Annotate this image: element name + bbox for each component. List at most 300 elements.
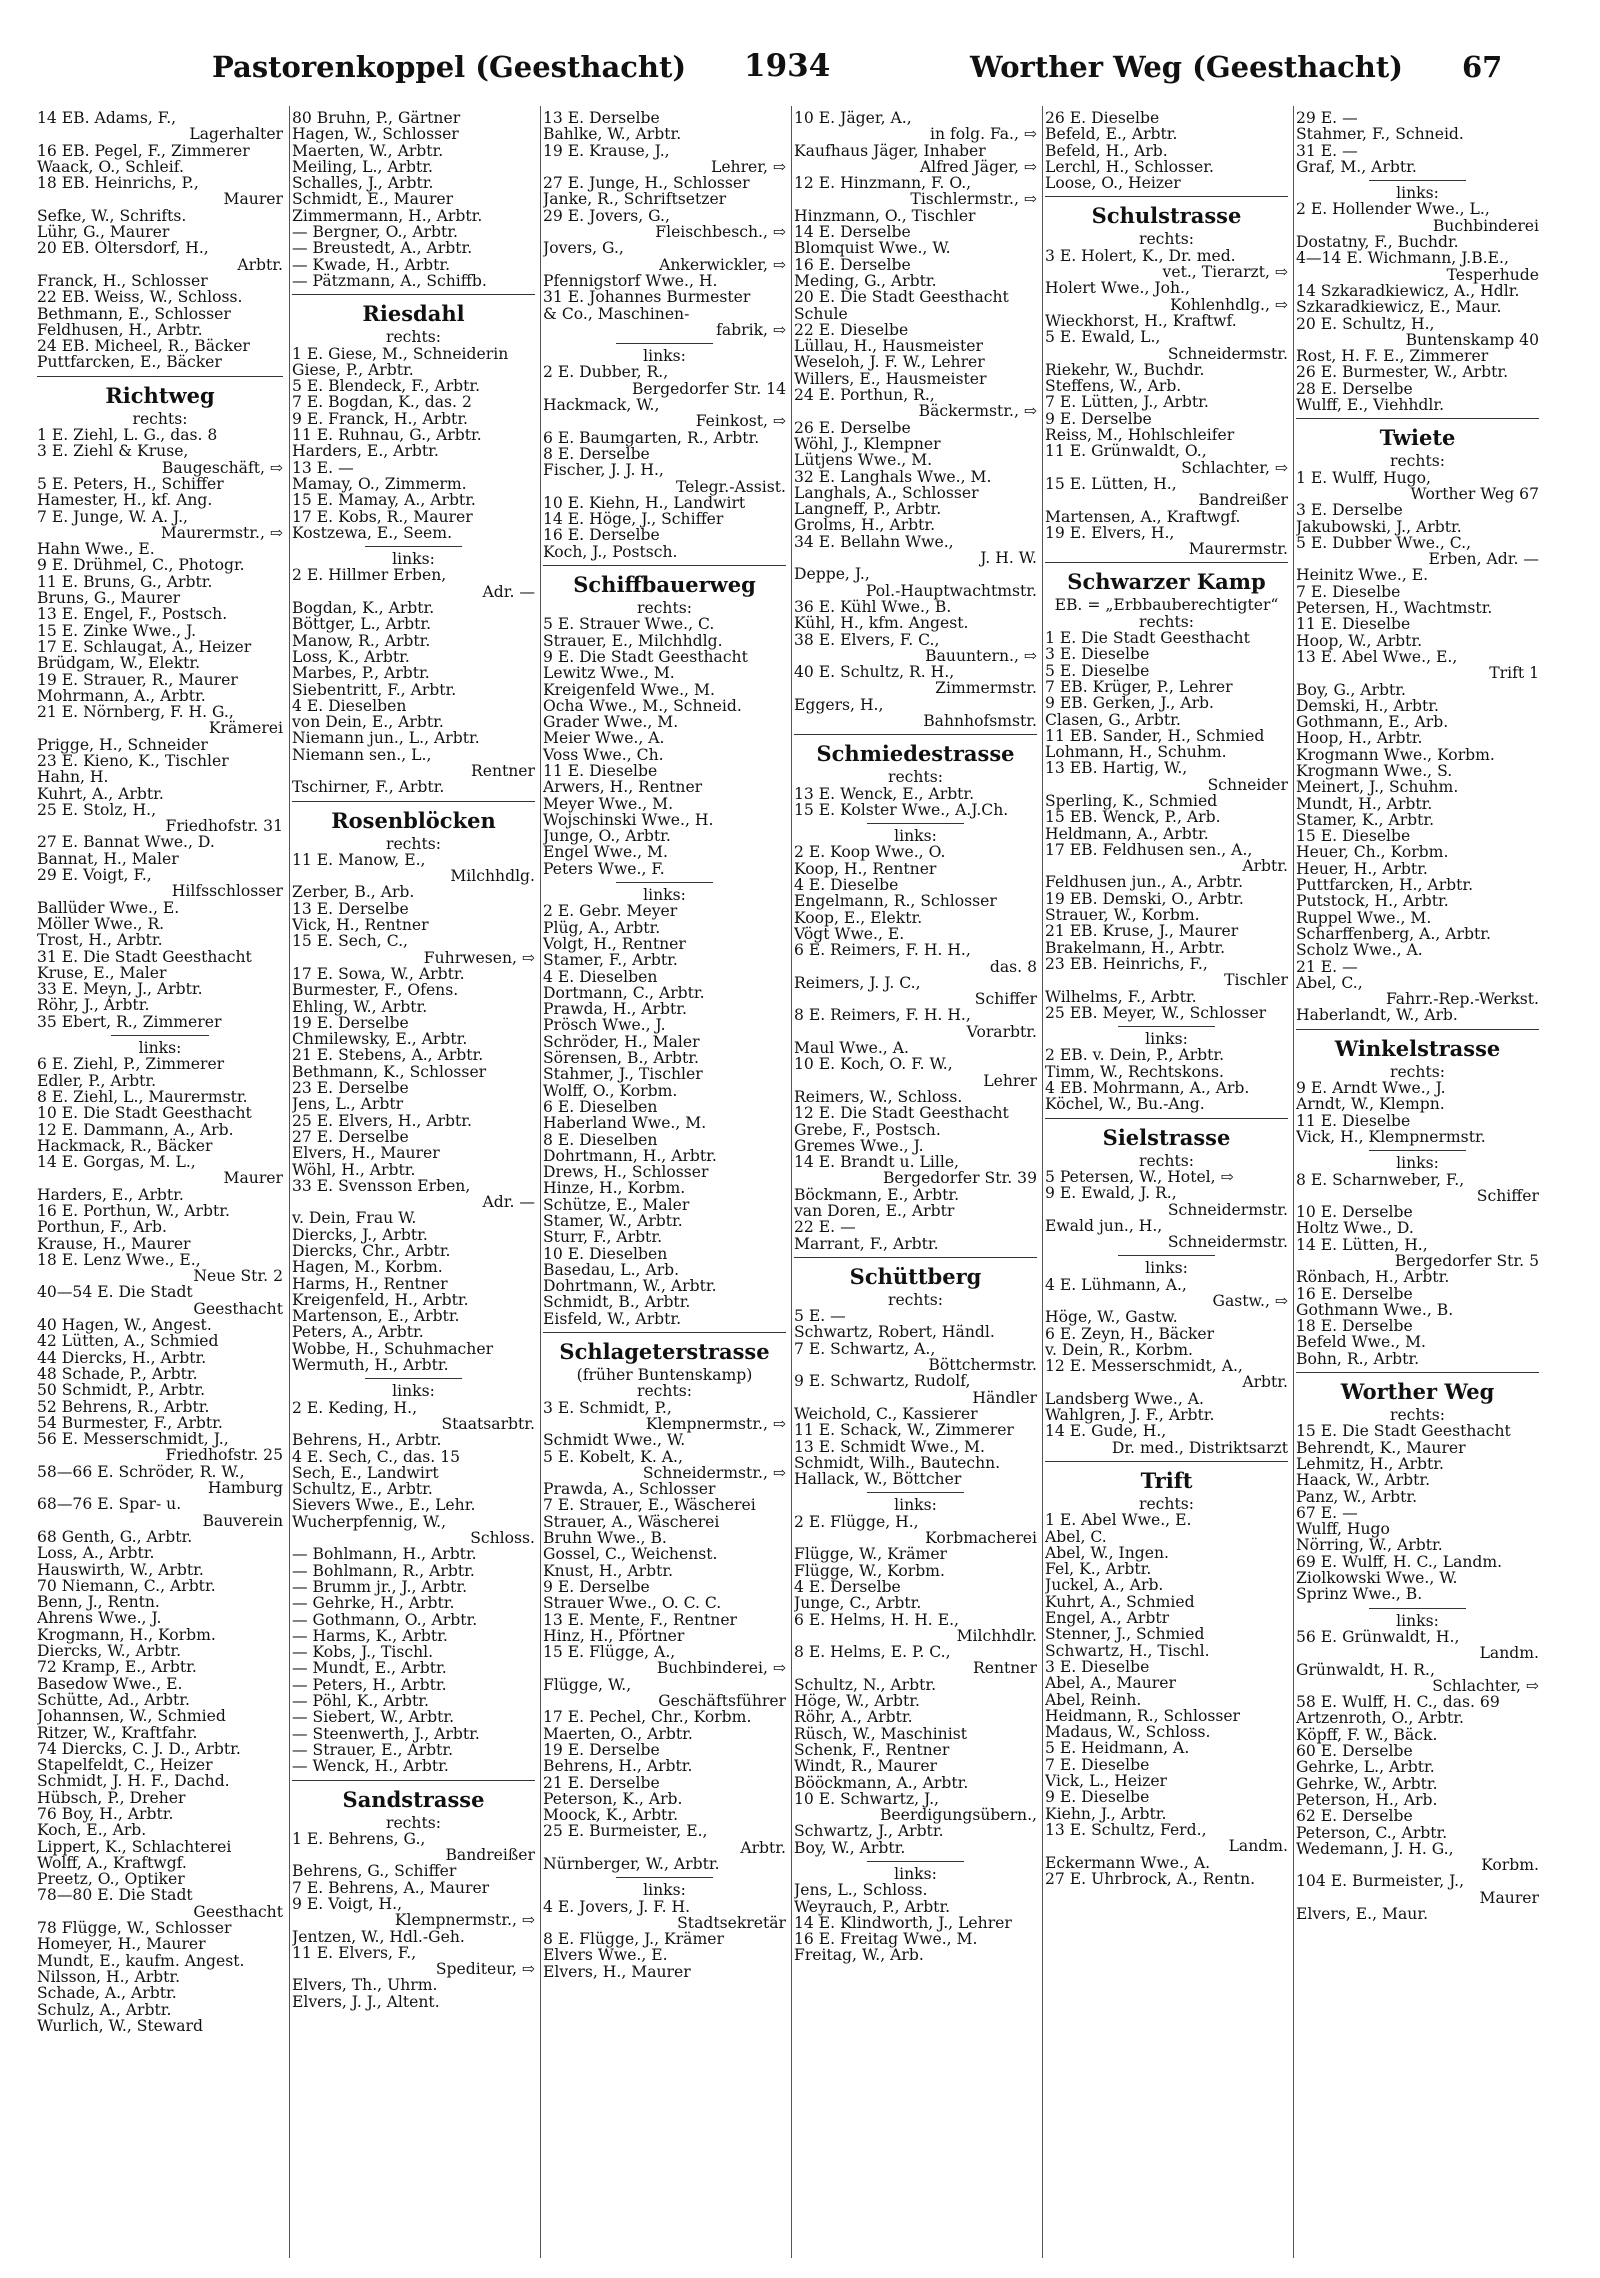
directory-entry: — Brumm jr., J., Arbtr.	[292, 1577, 468, 1596]
directory-entry: Engel, A., Arbtr	[1045, 1609, 1170, 1628]
directory-entry: 24 EB. Micheel, R., Bäcker	[37, 337, 250, 356]
directory-entry: 15 E. Flügge, A.,	[543, 1643, 676, 1662]
directory-entry: 18 EB. Heinrichs, P.,	[37, 174, 199, 193]
directory-entry: 34 E. Bellahn Wwe.,	[794, 532, 954, 551]
directory-entry: Abel, C.	[1045, 1527, 1107, 1546]
directory-entry: Schneidermstr., ⇨	[642, 1463, 786, 1482]
directory-entry: Harms, H., Rentner	[292, 1274, 448, 1293]
header-left-street-range: Pastorenkoppel (Geesthacht)	[212, 50, 687, 84]
directory-entry: 67 E. —	[1296, 1503, 1358, 1522]
street-heading: Sandstrasse	[342, 1786, 485, 1812]
directory-entry: Arwers, H., Rentner	[543, 778, 703, 797]
directory-entry: Vick, H., Rentner	[292, 916, 429, 935]
directory-entry: Loss, A., Arbtr.	[37, 1544, 155, 1563]
directory-entry: 14 EB. Adams, F.,	[37, 110, 177, 127]
directory-entry: Marbes, P., Arbtr.	[292, 664, 430, 683]
directory-entry: — Bergner, O., Arbtr.	[292, 223, 459, 242]
directory-entry: Adr. —	[482, 582, 535, 601]
directory-entry: Bööckmann, A., Arbtr.	[794, 1773, 969, 1792]
section-rule	[292, 1780, 535, 1781]
directory-entry: Diercks, Chr., Arbtr.	[292, 1242, 451, 1260]
directory-entry: 21 E. Derselbe	[543, 1773, 660, 1792]
directory-entry: Diercks, W., Arbtr.	[37, 1642, 182, 1661]
directory-entry: Koch, J., Postsch.	[543, 542, 678, 561]
directory-entry: Milchhdlg.	[450, 867, 535, 886]
directory-entry: — Gothmann, O., Arbtr.	[292, 1610, 478, 1629]
side-label: rechts:	[386, 1813, 441, 1832]
directory-entry: 14 E. Klindworth, J., Lehrer	[794, 1913, 1012, 1932]
directory-entry: 12 E. Die Stadt Geesthacht	[794, 1104, 1009, 1123]
directory-entry: Prawda, A., Schlosser	[543, 1480, 716, 1499]
directory-entry: 14 E. Lütten, H.,	[1296, 1235, 1428, 1254]
directory-entry: Lewitz Wwe., M.	[543, 664, 675, 683]
section-rule	[794, 1257, 1037, 1258]
directory-entry: Hamester, H., kf. Ang.	[37, 491, 213, 510]
directory-entry: 5 E. —	[794, 1307, 846, 1326]
directory-entry: Strauer, E., Milchhdlg.	[543, 631, 723, 650]
section-rule	[365, 1378, 462, 1379]
directory-entry: Maurermstr., ⇨	[160, 523, 283, 542]
street-heading: Winkelstrasse	[1334, 1035, 1501, 1061]
street-heading: Schmiedestrasse	[816, 741, 1015, 767]
directory-entry: Sörensen, B., Arbtr.	[543, 1049, 699, 1068]
section-rule	[616, 882, 713, 883]
directory-entry: Kuhrt, A., Arbtr.	[37, 784, 164, 803]
directory-entry: Martenson, E., Arbtr.	[292, 1307, 460, 1326]
directory-entry: Langhals, A., Schlosser	[794, 483, 979, 502]
directory-entry: Röhr, J., Arbtr.	[37, 996, 150, 1015]
directory-entry: Peterson, H., Arb.	[1296, 1790, 1438, 1809]
directory-entry: Hinz, H., Pförtner	[543, 1626, 685, 1645]
directory-entry: Boy, W., Arbtr.	[794, 1838, 906, 1857]
directory-entry: Wolff, A., Kraftwgf.	[37, 1853, 187, 1872]
directory-entry: 6 E. Reimers, F. H. H.,	[794, 941, 971, 960]
directory-entry: Engelmann, R., Schlosser	[794, 892, 997, 911]
directory-entry: Schütze, E., Maler	[543, 1195, 690, 1214]
directory-entry: Baugeschäft, ⇨	[161, 458, 283, 477]
directory-entry: 10 E. Koch, O. F. W.,	[794, 1055, 953, 1074]
directory-entry: Klempnermstr., ⇨	[394, 1911, 535, 1930]
directory-entry: Tischlermstr., ⇨	[910, 190, 1037, 209]
directory-entry: 5 E. Dieselbe	[1045, 661, 1150, 680]
directory-entry: Arbtr.	[237, 255, 283, 274]
directory-entry: Telegr.-Assist.	[675, 477, 786, 496]
directory-entry: 17 E. Schlaugat, A., Heizer	[37, 637, 252, 656]
directory-entry: Lohmann, H., Schuhm.	[1045, 743, 1227, 762]
directory-entry: — Pöhl, K., Arbtr.	[292, 1692, 429, 1711]
directory-entry: 10 E. Schwartz, J.,	[794, 1789, 940, 1808]
directory-entry: 6 E. Helms, H. H. E.,	[794, 1610, 960, 1629]
directory-entry: Staatsarbtr.	[441, 1414, 535, 1433]
directory-entry: Jovers, G.,	[543, 239, 624, 258]
directory-entry: Geesthacht	[193, 1299, 283, 1318]
directory-entry: Schwartz, H., Tischl.	[1045, 1641, 1210, 1660]
directory-entry: 19 E. Strauer, R., Maurer	[37, 670, 238, 689]
directory-entry: Wojschinski Wwe., H.	[543, 810, 714, 829]
section-rule	[1296, 1372, 1539, 1373]
street-heading: Schiffbauerweg	[573, 572, 756, 598]
directory-entry: Gremes Wwe., J.	[794, 1136, 924, 1155]
directory-entry: Stadtsekretär	[677, 1913, 786, 1932]
directory-entry: Meier Wwe., A.	[543, 729, 665, 748]
directory-entry: 13 E. —	[292, 458, 354, 477]
directory-entry: Weyrauch, P., Arbtr.	[794, 1897, 951, 1916]
directory-entry: Reiss, M., Hohlschleifer	[1045, 426, 1235, 445]
directory-entry: Niemann jun., L., Arbtr.	[292, 729, 480, 748]
directory-entry: 19 E. Elvers, H.,	[1045, 523, 1175, 542]
directory-entry: Elvers Wwe., E.	[543, 1946, 668, 1965]
directory-entry: Behrens, H., Arbtr.	[292, 1431, 442, 1450]
directory-entry: Heidmann, R., Schlosser	[1045, 1706, 1241, 1725]
directory-entry: Graf, M., Arbtr.	[1296, 157, 1417, 176]
directory-entry: Nilsson, H., Arbtr.	[37, 1967, 181, 1986]
directory-entry: Grebe, F., Postsch.	[794, 1120, 941, 1139]
directory-entry: 78—80 E. Die Stadt	[37, 1886, 193, 1905]
directory-entry: 9 E. Dieselbe	[1045, 1788, 1150, 1807]
section-rule	[1045, 1461, 1288, 1462]
directory-entry: Fuhrwesen, ⇨	[423, 948, 535, 967]
directory-entry: 13 EB. Hartig, W.,	[1045, 759, 1188, 778]
directory-entry: 25 E. Stolz, H.,	[37, 800, 157, 819]
directory-entry: Szkaradkiewicz, E., Maur.	[1296, 298, 1502, 317]
directory-entry: 7 E. Behrens, A., Maurer	[292, 1878, 490, 1897]
directory-entry: Jakubowski, J., Arbtr.	[1296, 517, 1462, 536]
directory-entry: Hoop, W., Arbtr.	[1296, 631, 1423, 650]
directory-entry: 14 E. Gude, H.,	[1045, 1422, 1167, 1441]
directory-entry: Riekehr, W., Buchdr.	[1045, 360, 1205, 379]
directory-entry: 10 E. Kiehn, H., Landwirt	[543, 493, 746, 512]
directory-entry: Möller Wwe., R.	[37, 914, 165, 933]
column-divider	[1293, 106, 1294, 2258]
directory-entry: Meyer Wwe., M.	[543, 794, 674, 813]
directory-entry: Böttchermstr.	[928, 1356, 1037, 1375]
section-rule	[543, 1332, 786, 1333]
directory-entry: Lütjens Wwe., M.	[794, 451, 933, 470]
directory-entry: Vick, H., Klempnermstr.	[1296, 1127, 1486, 1146]
directory-entry: Edler, P., Arbtr.	[37, 1071, 157, 1090]
directory-entry: 15 E. Dieselbe	[1296, 827, 1411, 846]
directory-entry: Windt, R., Maurer	[794, 1757, 938, 1776]
directory-entry: Schmidt Wwe., W.	[543, 1431, 686, 1450]
directory-entry: Wermuth, H., Arbtr.	[292, 1356, 449, 1375]
section-rule	[867, 1492, 964, 1493]
section-rule	[616, 1877, 713, 1878]
directory-entry: Brüdgam, W., Elektr.	[37, 654, 201, 673]
directory-entry: Wahlgren, J. F., Arbtr.	[1045, 1406, 1215, 1425]
directory-entry: 27 E. Bannat Wwe., D.	[37, 833, 215, 852]
street-heading: Schüttberg	[849, 1263, 982, 1289]
directory-entry: 13 E. Wenck, E., Arbtr.	[794, 784, 975, 803]
directory-entry: Bandreißer	[445, 1846, 535, 1865]
directory-entry: Meinert, J., Schuhm.	[1296, 778, 1459, 797]
directory-entry: Schütte, Ad., Arbtr.	[37, 1690, 190, 1709]
directory-entry: 33 E. Meyn, J., Arbtr.	[37, 980, 203, 999]
directory-entry: Weichold, C., Kassierer	[794, 1404, 978, 1423]
side-label: rechts:	[637, 599, 692, 618]
directory-entry: 5 E. Dubber Wwe., C.,	[1296, 533, 1472, 552]
directory-entry: 5 E. Strauer Wwe., C.	[543, 615, 715, 634]
directory-entry: Eckermann Wwe., A.	[1045, 1853, 1211, 1872]
directory-entry: Schade, A., Arbtr.	[37, 1984, 177, 2003]
directory-entry: 36 E. Kühl Wwe., B.	[794, 597, 952, 616]
directory-entry: Abel, Reinh.	[1045, 1690, 1142, 1709]
directory-entry: Hackmack, W.,	[543, 396, 660, 415]
directory-entry: 16 E. Freitag Wwe., M.	[794, 1930, 978, 1949]
directory-entry: Putstock, H., Arbtr.	[1296, 892, 1449, 911]
directory-entry: Abel, C.,	[1296, 973, 1363, 992]
directory-entry: 15 E. Zinke Wwe., J.	[37, 621, 197, 640]
directory-entry: 58—66 E. Schröder, R. W.,	[37, 1462, 245, 1481]
directory-entry: 11 E. Grünwaldt, O.,	[1045, 442, 1207, 461]
directory-entry: 5 Petersen, W., Hotel, ⇨	[1045, 1167, 1234, 1186]
directory-entry: 22 E. Dieselbe	[794, 320, 909, 339]
directory-entry: Koop, H., Rentner	[794, 859, 937, 878]
side-label: rechts:	[888, 768, 943, 787]
side-label: links:	[392, 1382, 435, 1401]
side-label: rechts:	[1390, 452, 1445, 471]
directory-entry: Fischer, J. J. H.,	[543, 461, 664, 480]
directory-entry: Fahrr.-Rep.-Werkst.	[1386, 990, 1539, 1009]
directory-entry: Kaufhaus Jäger, Inhaber	[794, 141, 986, 160]
directory-entry: Koch, E., Arb.	[37, 1821, 147, 1840]
street-heading: Sielstrasse	[1102, 1124, 1231, 1150]
directory-entry: — Breustedt, A., Arbtr.	[292, 239, 473, 258]
directory-entry: Peterson, K., Arb.	[543, 1789, 683, 1808]
directory-entry: 29 E. Jovers, G.,	[543, 206, 670, 225]
directory-entry: 1 E. Abel Wwe., E.	[1045, 1511, 1192, 1530]
side-label: rechts:	[888, 1290, 943, 1309]
directory-entry: Franck, H., Schlosser	[37, 271, 208, 290]
directory-entry: 9 E. Voigt, H.,	[292, 1894, 403, 1913]
section-rule	[1369, 1150, 1466, 1151]
directory-entry: Gehrke, W., Arbtr.	[1296, 1774, 1438, 1793]
directory-entry: — Bohlmann, R., Arbtr.	[292, 1561, 475, 1580]
directory-entry: Wöhl, H., Arbtr.	[292, 1160, 416, 1179]
directory-entry: Dr. med., Distriktsarzt	[1111, 1438, 1288, 1457]
directory-entry: 3 E. Derselbe	[1296, 501, 1403, 520]
directory-entry: 48 Schade, P., Arbtr.	[37, 1364, 198, 1383]
directory-entry: 1 E. Giese, M., Schneiderin	[292, 344, 509, 363]
directory-entry: Bandreißer	[1198, 491, 1288, 510]
directory-entry: 9 E. Derselbe	[543, 1577, 650, 1596]
directory-entry: — Kobs, J., Tischl.	[292, 1643, 434, 1662]
directory-entry: 26 E. Derselbe	[794, 418, 911, 437]
directory-entry: fabrik, ⇨	[716, 320, 786, 339]
directory-entry: Bauuntern., ⇨	[925, 646, 1037, 665]
directory-entry: 74 Diercks, C. J. D., Arbtr.	[37, 1739, 241, 1758]
directory-entry: 13 E. Schultz, Ferd.,	[1045, 1820, 1207, 1839]
section-rule	[1045, 562, 1288, 563]
directory-entry: 2 EB. v. Dein, P., Arbtr.	[1045, 1046, 1225, 1065]
directory-entry: 4 E. Dieselbe	[794, 876, 899, 895]
side-label: links:	[1396, 1154, 1439, 1173]
side-label: links:	[894, 1864, 937, 1883]
directory-entry: 31 E. Die Stadt Geesthacht	[37, 947, 252, 966]
directory-entry: Reimers, J. J. C.,	[794, 973, 921, 992]
directory-entry: 38 E. Elvers, F. C.,	[794, 630, 940, 649]
directory-entry: 29 E. Voigt, F.,	[37, 866, 152, 885]
directory-entry: Sech, E., Landwirt	[292, 1463, 439, 1482]
directory-column-1	[37, 110, 283, 2260]
directory-entry: Rüsch, W., Maschinist	[794, 1724, 967, 1743]
directory-entry: 58 E. Wulff, H. C., das. 69	[1296, 1693, 1500, 1712]
side-label: links:	[392, 550, 435, 569]
directory-entry: 60 E. Derselbe	[1296, 1742, 1413, 1761]
directory-entry: 8 E. Derselbe	[543, 444, 650, 463]
directory-entry: Buntenskamp 40	[1405, 330, 1539, 349]
directory-entry: 10 E. Jäger, A.,	[794, 110, 912, 127]
directory-entry: — Strauer, E., Arbtr.	[292, 1740, 454, 1759]
directory-entry: 14 E. Derselbe	[794, 223, 911, 242]
directory-entry: 13 E. Derselbe	[543, 110, 660, 127]
directory-entry: Hauswirth, W., Arbtr.	[37, 1560, 204, 1579]
directory-entry: 19 E. Derselbe	[543, 1740, 660, 1759]
directory-entry: 68—76 E. Spar- u.	[37, 1495, 182, 1514]
directory-entry: Deppe, J.,	[794, 565, 870, 584]
directory-entry: Landm.	[1228, 1837, 1288, 1856]
directory-entry: 23 E. Derselbe	[292, 1079, 409, 1098]
directory-entry: 4 E. Sech, C., das. 15	[292, 1447, 461, 1466]
directory-entry: Schwartz, Robert, Händl.	[794, 1323, 995, 1342]
directory-entry: Stamer, K., Arbtr.	[1296, 810, 1435, 829]
side-label: links:	[643, 886, 686, 905]
directory-entry: Stapelfeldt, C., Heizer	[37, 1756, 213, 1775]
section-rule	[1296, 418, 1539, 419]
directory-entry: Befeld, E., Arbtr.	[1045, 125, 1178, 144]
section-rule	[1045, 196, 1288, 197]
directory-entry: 5 E. Kobelt, K. A.,	[543, 1447, 683, 1466]
directory-entry: 2 E. Hillmer Erben,	[292, 566, 447, 585]
directory-entry: Strauer Wwe., O. C. C.	[543, 1594, 722, 1613]
directory-entry: 8 E. Scharnweber, F.,	[1296, 1170, 1465, 1189]
directory-entry: 20 EB. Oltersdorf, H.,	[37, 239, 209, 258]
directory-entry: 9 E. Derselbe	[1045, 409, 1152, 428]
directory-entry: 16 E. Derselbe	[1296, 1284, 1413, 1303]
directory-column-5	[1045, 110, 1288, 2260]
side-label: rechts:	[386, 328, 441, 347]
directory-entry: Schalles, J., Arbtr.	[292, 174, 434, 193]
directory-entry: Bethmann, E., Schlosser	[37, 304, 231, 323]
directory-entry: Buchbinderei	[1432, 216, 1539, 235]
directory-entry: Schröder, H., Maler	[543, 1032, 700, 1051]
directory-entry: Geesthacht	[193, 1902, 283, 1921]
directory-entry: 4—14 E. Wichmann, J.B.E.,	[1296, 249, 1509, 268]
directory-entry: Krämerei	[208, 719, 283, 738]
section-rule	[543, 565, 786, 566]
street-heading: Trift	[1140, 1467, 1193, 1493]
header-year: 1934	[744, 48, 831, 84]
directory-entry: Maul Wwe., A.	[794, 1039, 909, 1058]
directory-entry: 15 E. Mamay, A., Arbtr.	[292, 491, 476, 510]
directory-entry: 26 E. Dieselbe	[1045, 110, 1160, 127]
directory-entry: 15 E. Die Stadt Geesthacht	[1296, 1422, 1511, 1441]
directory-entry: & Co., Maschinen-	[543, 304, 690, 323]
directory-entry: Wulff, Hugo	[1296, 1520, 1390, 1539]
directory-entry: 42 Lütten, A., Schmied	[37, 1332, 219, 1351]
directory-entry: Krause, H., Maurer	[37, 1234, 191, 1253]
directory-entry: 69 E. Wulff, H. C., Landm.	[1296, 1552, 1503, 1571]
directory-entry: 9 E. Arndt Wwe., J.	[1296, 1079, 1446, 1098]
directory-entry: Höge, W., Arbtr.	[794, 1692, 920, 1711]
directory-entry: Vorarbtr.	[966, 1022, 1037, 1041]
directory-entry: Hackmack, R., Bäcker	[37, 1136, 213, 1155]
directory-entry: Kruse, E., Maler	[37, 963, 167, 982]
directory-entry: 9 E. Franck, H., Arbtr.	[292, 409, 469, 428]
directory-entry: 8 E. Reimers, F. H. H.,	[794, 1006, 971, 1025]
directory-entry: Spediteur, ⇨	[435, 1960, 535, 1979]
directory-entry: Sprinz Wwe., B.	[1296, 1585, 1423, 1604]
directory-entry: — Kwade, H., Arbtr.	[292, 255, 451, 274]
directory-entry: Schulz, A., Arbtr.	[37, 2000, 172, 2019]
street-heading: Schulstrasse	[1091, 203, 1242, 229]
directory-entry: Kiehn, J., Arbtr.	[1045, 1804, 1167, 1823]
directory-entry: 11 E. Dieselbe	[543, 761, 658, 780]
directory-entry: Maerten, O., Arbtr.	[543, 1724, 693, 1743]
directory-entry: Bergedorfer Str. 5	[1394, 1252, 1539, 1270]
directory-entry: 21 E. —	[1296, 957, 1358, 976]
directory-entry: Ruppel Wwe., M.	[1296, 908, 1432, 927]
directory-entry: Grader Wwe., M.	[543, 713, 679, 732]
directory-entry: Abel, A., Maurer	[1045, 1674, 1176, 1693]
directory-entry: 35 Ebert, R., Zimmerer	[37, 1012, 222, 1031]
directory-entry: 11 E. Elvers, F.,	[292, 1943, 417, 1962]
directory-entry: Vögt Wwe., E.	[794, 924, 905, 943]
directory-entry: 29 E. —	[1296, 110, 1358, 127]
directory-entry: Befeld Wwe., M.	[1296, 1333, 1427, 1352]
directory-entry: 19 E. Derselbe	[292, 1013, 409, 1032]
directory-entry: Flügge, W.,	[543, 1675, 632, 1694]
side-label: links:	[1396, 184, 1439, 203]
directory-entry: Schneidermstr.	[1167, 344, 1288, 363]
directory-entry: J. H. W.	[980, 549, 1037, 568]
directory-entry: Bruns, G., Maurer	[37, 589, 181, 608]
directory-entry: Wolff, O., Korbm.	[543, 1081, 678, 1100]
directory-entry: Artzenroth, O., Arbtr.	[1296, 1709, 1464, 1728]
directory-entry: 3 E. Holert, K., Dr. med.	[1045, 246, 1236, 265]
directory-entry: Hilfsschlosser	[171, 882, 283, 901]
directory-entry: Dohrtmann, H., Arbtr.	[543, 1146, 717, 1165]
section-rule	[1296, 1029, 1539, 1030]
directory-entry: 1 E. Behrens, G.,	[292, 1829, 426, 1848]
directory-entry: Heuer, H., Arbtr.	[1296, 859, 1428, 878]
directory-entry: Strauer, W., Korbm.	[1045, 906, 1200, 925]
side-label: rechts:	[1139, 1494, 1194, 1513]
directory-entry: Behrens, H., Arbtr.	[543, 1757, 693, 1776]
side-label: (früher Buntenskamp)	[576, 1366, 753, 1385]
side-label: links:	[643, 347, 686, 366]
directory-entry: 3 E. Ziehl & Kruse,	[37, 442, 189, 461]
directory-entry: 14 Szkaradkiewicz, A., Hdlr.	[1296, 281, 1520, 300]
directory-entry: 1 E. Die Stadt Geesthacht	[1045, 629, 1250, 648]
directory-entry: Sperling, K., Schmied	[1045, 791, 1218, 810]
directory-entry: 16 E. Derselbe	[794, 255, 911, 274]
directory-entry: Engel Wwe., M.	[543, 843, 668, 862]
header-right-street-range: Worther Weg (Geesthacht)	[970, 50, 1404, 84]
directory-entry: 4 E. Jovers, J. F. H.	[543, 1897, 691, 1916]
directory-entry: 68 Genth, G., Arbtr.	[37, 1527, 193, 1546]
directory-entry: 5 E. Blendeck, F., Arbtr.	[292, 377, 481, 396]
directory-entry: Wucherpfennig, W.,	[292, 1512, 447, 1531]
column-divider	[1042, 106, 1043, 2258]
directory-entry: 8 E. Flügge, J., Krämer	[543, 1930, 724, 1949]
directory-entry: Heuer, Ch., Korbm.	[1296, 843, 1449, 862]
directory-entry: Köpff, F. W., Bäck.	[1296, 1725, 1438, 1744]
directory-entry: 10 E. Derselbe	[1296, 1203, 1413, 1222]
directory-entry: Bahnhofsmstr.	[923, 711, 1037, 730]
directory-entry: 3 E. Dieselbe	[1045, 645, 1150, 664]
directory-entry: 9 E. Ewald, J. R.,	[1045, 1184, 1177, 1203]
directory-entry: Lehrer, ⇨	[710, 157, 786, 176]
